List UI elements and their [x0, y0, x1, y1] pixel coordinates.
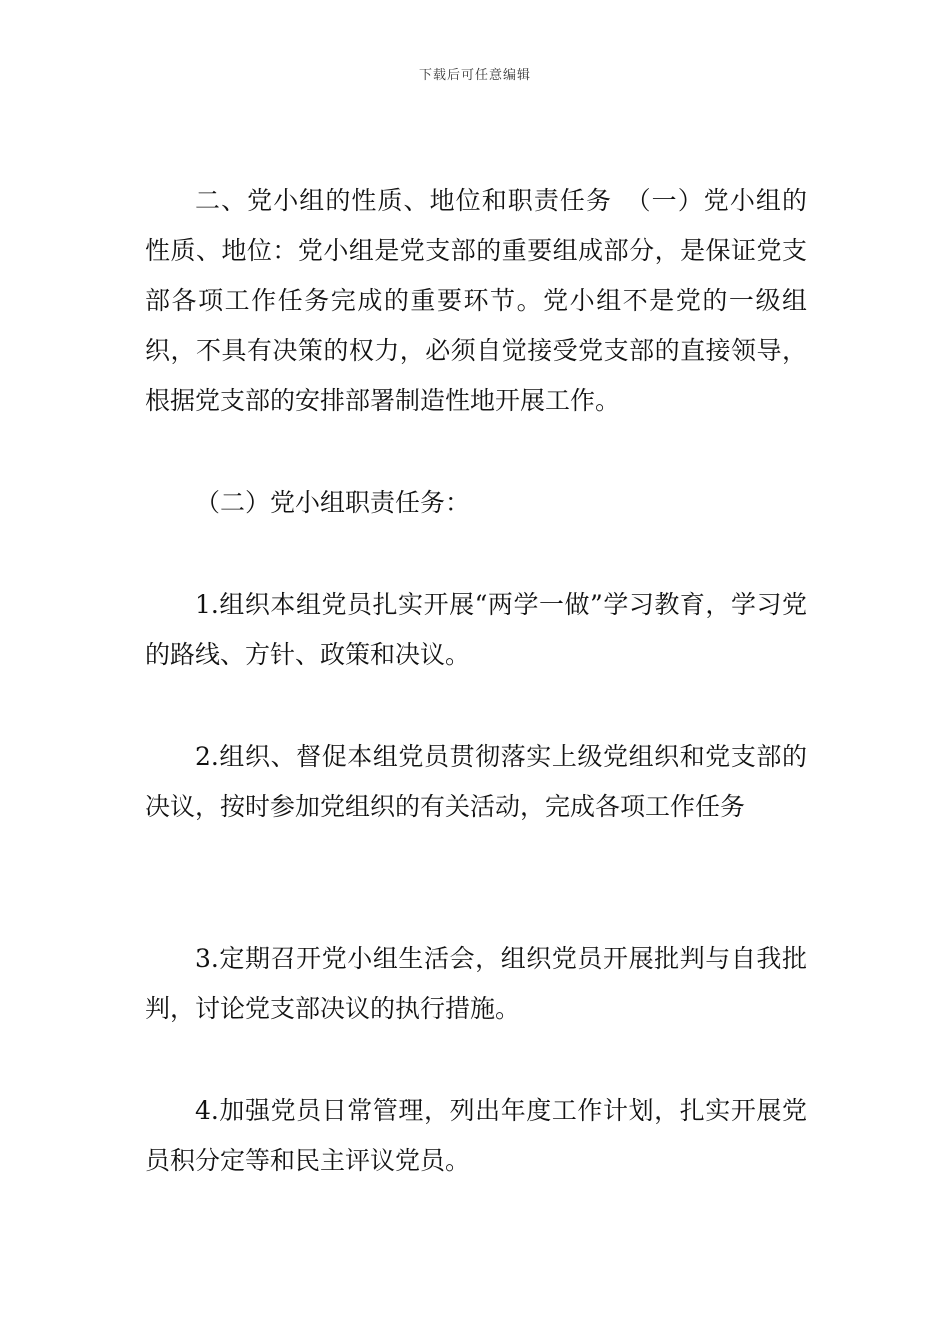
document-body: [145, 176, 807, 1186]
paragraph-duty-1: 1.组织本组党员扎实开展“两学一做”学习教育，学习党的路线、方针、政策和决议。: [145, 590, 807, 669]
page-header-note: 下载后可任意编辑: [418, 68, 531, 83]
paragraph-nature-and-status: 二、党小组的性质、地位和职责任务 （一）党小组的性质、地位：党小组是党支部的重要组成部分，是保证党支部各项工作任务完成的重要环节。党小组不是党的一级组织，不具有决策的权力，必须自觉接受党支部的直接领导，根据党支部的安排部署制造性地开展工作。: [145, 186, 807, 415]
paragraph-duties-heading: （二）党小组职责任务：: [195, 488, 471, 517]
paragraph-duty-3: 3.定期召开党小组生活会，组织党员开展批判与自我批判，讨论党支部决议的执行措施。: [145, 944, 807, 1023]
paragraph-duty-4: 4.加强党员日常管理，列出年度工作计划，扎实开展党员积分定等和民主评议党员。: [145, 1096, 807, 1175]
paragraph-duty-2: 2.组织、督促本组党员贯彻落实上级党组织和党支部的决议，按时参加党组织的有关活动，完成各项工作任务: [145, 742, 807, 821]
